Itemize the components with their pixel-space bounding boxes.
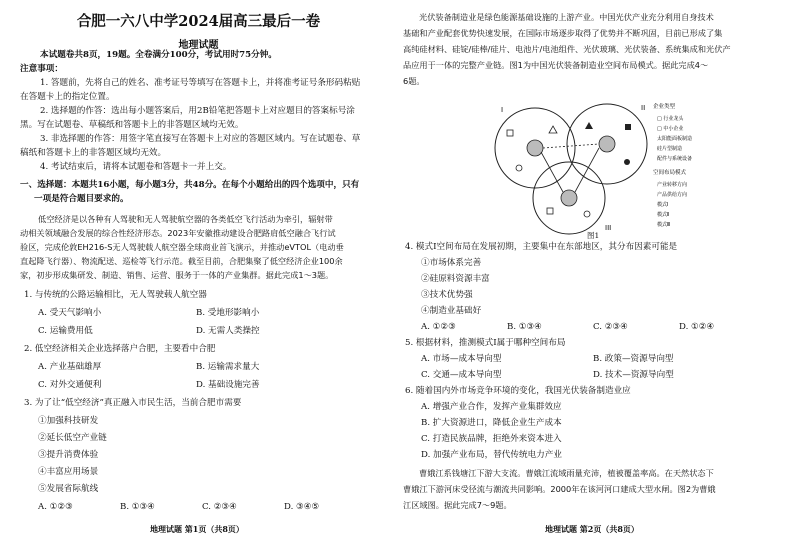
mode-label: III: [605, 224, 612, 232]
exam-title: 合肥一六八中学2024届高三最后一卷: [76, 13, 321, 30]
note-line: 黑。写在试题卷、草稿纸和答题卡上的非答题区域均无效。: [20, 120, 244, 130]
q3-item: ④丰富应用场景: [38, 467, 99, 477]
page-footer: 地理试题 第1页（共8页）: [150, 524, 244, 534]
passage-line: 品应用于一体的完整产业链。图1为中国光伏装备制造业空间布局模式。据此完成4～: [403, 60, 709, 70]
passage-line: 高纯硅材料、硅锭/硅棒/硅片、电池片/电池组件、光伏玻璃、光伏装备、系统集成和光伏产: [403, 44, 731, 54]
q4-item: ①市场体系完善: [421, 258, 482, 268]
exam-page-2: [397, 0, 794, 551]
firm-symbol: [549, 126, 557, 133]
note-line: 3. 非选择题的作答：用签字笔直接写在答题卡上对应的答题区域内。写在试题卷、草: [40, 134, 361, 144]
q3-item: ①加强科技研发: [38, 416, 99, 426]
q2-option-a[interactable]: A. 产业基础雄厚: [38, 362, 102, 372]
section-heading: 一、选择题：本题共16小题，每小题3分，共48分。在每个小题给出的四个选项中，只有: [20, 180, 360, 190]
note-line: 1. 答题前，先将自己的姓名、准考证号等填写在答题卡上，并将准考证号条形码粘贴: [40, 78, 361, 88]
passage-line: 家，初步形成集研发、制造、销售、运营、服务于一体的产业集群。据此完成1～3题。: [20, 270, 334, 280]
passage-line: 直起降飞行器）、物流配送、巡检等飞行示范。截至目前，合肥集聚了低空经济企业100余: [20, 256, 343, 266]
passage-line: 曹娥江下游河床受径流与潮流共同影响。2000年在该河河口建成大型水闸。图2为曹娥: [403, 484, 716, 494]
passage-line: 动相关领域融合发展的综合性经济形态。2023年安徽推动建设合肥路肩低空融合飞行试: [20, 228, 336, 238]
passage-line: 曹娥江系钱塘江下游大支流。曹娥江流域雨量充沛，植被覆盖率高。在天然状态下: [419, 468, 714, 478]
figure-1-diagram: [477, 96, 717, 236]
q4-option-b[interactable]: B. ①③④: [507, 322, 542, 332]
legend-item: 硅片型制造: [657, 146, 683, 152]
mode-label: I: [501, 106, 504, 114]
question-6-stem: 6. 随着国内外市场竞争环境的变化，我国光伏装备制造业应: [405, 386, 631, 396]
passage-line: 6题。: [403, 76, 425, 86]
firm-symbol: [624, 159, 630, 165]
question-2-stem: 2. 低空经济相关企业选择落户合肥，主要看中合肥: [24, 344, 216, 354]
q4-item: ③技术优势强: [421, 290, 473, 300]
question-1-stem: 1. 与传统的公路运输相比，无人驾驶载人航空器: [24, 290, 207, 300]
passage-line: 光伏装备制造业是绿色能源基础设施的上游产业。中国光伏产业充分利用自身技术: [419, 12, 714, 22]
q3-item: ⑤发展省际航线: [38, 484, 99, 494]
legend-item: □ 中小企业: [657, 126, 684, 132]
q5-option-a[interactable]: A. 市场—成本导向型: [421, 354, 502, 364]
note-line: 稿纸和答题卡上的非答题区域均无效。: [20, 148, 167, 158]
firm-symbol: [625, 124, 631, 130]
q3-option-c[interactable]: C. ②③④: [202, 502, 237, 512]
figure-1-caption: 图1: [587, 231, 600, 240]
question-4-stem: 4. 模式Ⅰ空间布局在发展初期，主要集中在东部地区，其分布因素可能是: [405, 242, 678, 252]
q4-item: ②硅原料资源丰富: [421, 274, 490, 284]
legend-item: □ 行业龙头: [657, 116, 684, 122]
q6-option-a[interactable]: A. 增强产业合作，发挥产业集群效应: [421, 402, 562, 412]
hub-icon: [527, 140, 543, 156]
legend-item: 模式Ⅰ: [657, 202, 669, 208]
question-3-stem: 3. 为了让“低空经济”真正融入市民生活，当前合肥市需要: [24, 398, 242, 408]
legend-item: 模式Ⅲ: [657, 222, 671, 228]
note-line: 4. 考试结束后，请将本试题卷和答题卡一并上交。: [40, 162, 232, 172]
q2-option-c[interactable]: C. 对外交通便利: [38, 380, 102, 390]
mode-label: II: [641, 104, 646, 112]
q6-option-b[interactable]: B. 扩大资源进口，降低企业生产成本: [421, 418, 562, 428]
q1-option-c[interactable]: C. 运输费用低: [38, 326, 93, 336]
legend-item: 配件与系统设备: [657, 156, 693, 162]
q1-option-d[interactable]: D. 无需人类操控: [196, 326, 260, 336]
q3-option-d[interactable]: D. ③④⑤: [284, 502, 320, 512]
exam-subtitle: 地理试题: [178, 40, 219, 51]
supply-arrow: [543, 144, 599, 148]
q3-option-b[interactable]: B. ①③④: [120, 502, 155, 512]
q6-option-c[interactable]: C. 打造民族品牌，拒绝外来资本进入: [421, 434, 562, 444]
legend-item: 太阳能面板制造: [657, 136, 693, 142]
q3-option-a[interactable]: A. ①②③: [38, 502, 73, 512]
q1-option-a[interactable]: A. 受天气影响小: [38, 308, 102, 318]
q4-item: ④制造业基础好: [421, 306, 482, 316]
legend-title: 企业类型: [653, 104, 676, 110]
legend-item: 模式Ⅱ: [657, 212, 670, 218]
firm-symbol: [507, 130, 513, 136]
exam-info: 本试题卷共8页，19题。全卷满分100分，考试用时75分钟。: [40, 50, 277, 60]
q4-option-c[interactable]: C. ②③④: [593, 322, 628, 332]
passage-line: 基础和产业配套优势快速发展，在国际市场逐步取得了优势并不断巩固，目前已形成了集: [403, 28, 723, 38]
legend-title: 空间布局模式: [653, 170, 687, 176]
section-heading-cont: 一项是符合题目要求的。: [34, 194, 129, 204]
legend-item: 产品供给方向: [657, 192, 688, 198]
firm-symbol: [585, 122, 593, 129]
q5-option-d[interactable]: D. 技术—资源导向型: [593, 370, 674, 380]
q4-option-a[interactable]: A. ①②③: [421, 322, 456, 332]
note-line: 2. 选择题的作答：选出每小题答案后，用2B铅笔把答题卡上对应题目的答案标号涂: [40, 106, 355, 116]
q4-option-d[interactable]: D. ①②④: [679, 322, 715, 332]
notes-heading: 注意事项：: [20, 64, 63, 74]
q2-option-b[interactable]: B. 运输需求量大: [196, 362, 260, 372]
q3-item: ③提升消费体验: [38, 450, 99, 460]
passage-line: 低空经济是以各种有人驾驶和无人驾驶航空器的各类低空飞行活动为牵引，辐射带: [38, 214, 333, 224]
firm-symbol: [516, 165, 522, 171]
q2-option-d[interactable]: D. 基础设施完善: [196, 380, 260, 390]
q5-option-b[interactable]: B. 政策—资源导向型: [593, 354, 674, 364]
legend-item: 产业转移方向: [657, 182, 688, 188]
q1-option-b[interactable]: B. 受地形影响小: [196, 308, 260, 318]
firm-symbol: [547, 208, 553, 214]
hub-icon: [561, 190, 577, 206]
q3-item: ②延长低空产业链: [38, 433, 107, 443]
passage-line: 验区，完成伦敦EH216-S无人驾驶载人航空器全球商业首飞演示，并推动eVTOL（电动垂: [20, 242, 344, 252]
passage-line: 江区域图。据此完成7～9题。: [403, 500, 512, 510]
firm-symbol: [584, 211, 590, 217]
page-footer: 地理试题 第2页（共8页）: [545, 524, 639, 534]
question-5-stem: 5. 根据材料，推测模式Ⅰ属于哪种空间布局: [405, 338, 566, 348]
q6-option-d[interactable]: D. 加强产业布局，替代传统电力产业: [421, 450, 562, 460]
hub-icon: [599, 136, 615, 152]
note-line: 在答题卡上的指定位置。: [20, 92, 115, 102]
q5-option-c[interactable]: C. 交通—成本导向型: [421, 370, 502, 380]
transfer-arrow: [575, 148, 599, 192]
